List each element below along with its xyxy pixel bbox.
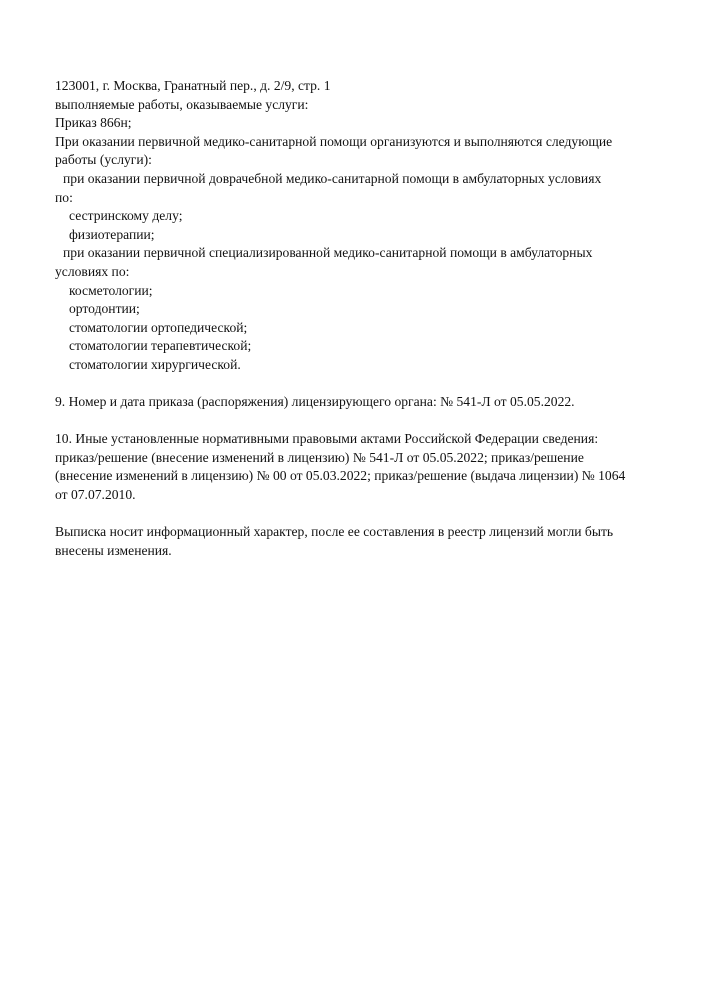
list-item: стоматологии ортопедической; (69, 319, 248, 335)
list-item: физиотерапии; (69, 226, 155, 242)
address-line: 123001, г. Москва, Гранатный пер., д. 2/9, стр. 1 (55, 78, 331, 93)
list-item: ортодонтии; (69, 301, 140, 317)
prehospital-heading-line-1: при оказании первичной доврачебной медико-санитарной помощи в амбулаторных условиях (63, 170, 602, 186)
works-label: выполняемые работы, оказываемые услуги: (55, 96, 309, 112)
list-item: стоматологии хирургической. (69, 356, 241, 372)
disclaimer-line-2: внесены изменения. (55, 542, 172, 558)
section-10-line-3: (внесение изменений в лицензию) № 00 от 05.03.2022; приказ/решение (выдача лицензии) № 1064 (55, 468, 626, 484)
disclaimer (55, 523, 695, 560)
order-reference: Приказ 866н; (55, 115, 132, 131)
section-10-line-1: 10. Иные установленные нормативными правовыми актами Российской Федерации сведения: (55, 431, 599, 447)
primary-care-intro-line-2: работы (услуги): (55, 152, 152, 168)
section-10 (55, 430, 695, 504)
list-item: сестринскому делу; (69, 208, 183, 224)
specialized-heading-line-2: условиях по: (55, 263, 130, 279)
disclaimer-line-1: Выписка носит информационный характер, после ее составления в реестр лицензий могли быть (55, 524, 614, 540)
list-item: косметологии; (69, 282, 153, 298)
section-9: 9. Номер и дата приказа (распоряжения) лицензирующего органа: № 541-Л от 05.05.2022. (55, 394, 575, 410)
section-10-line-4: от 07.07.2010. (55, 487, 136, 503)
prehospital-heading-line-2: по: (55, 189, 73, 205)
section-10-line-2: приказ/решение (внесение изменений в лицензию) № 541-Л от 05.05.2022; приказ/решение (55, 449, 584, 465)
list-item: стоматологии терапевтической; (69, 338, 252, 354)
specialized-heading-line-1: при оказании первичной специализированной медико-санитарной помощи в амбулаторных (63, 245, 593, 261)
document-body (55, 77, 695, 560)
primary-care-intro-line-1: При оказании первичной медико-санитарной помощи организуются и выполняются следующие (55, 133, 613, 149)
